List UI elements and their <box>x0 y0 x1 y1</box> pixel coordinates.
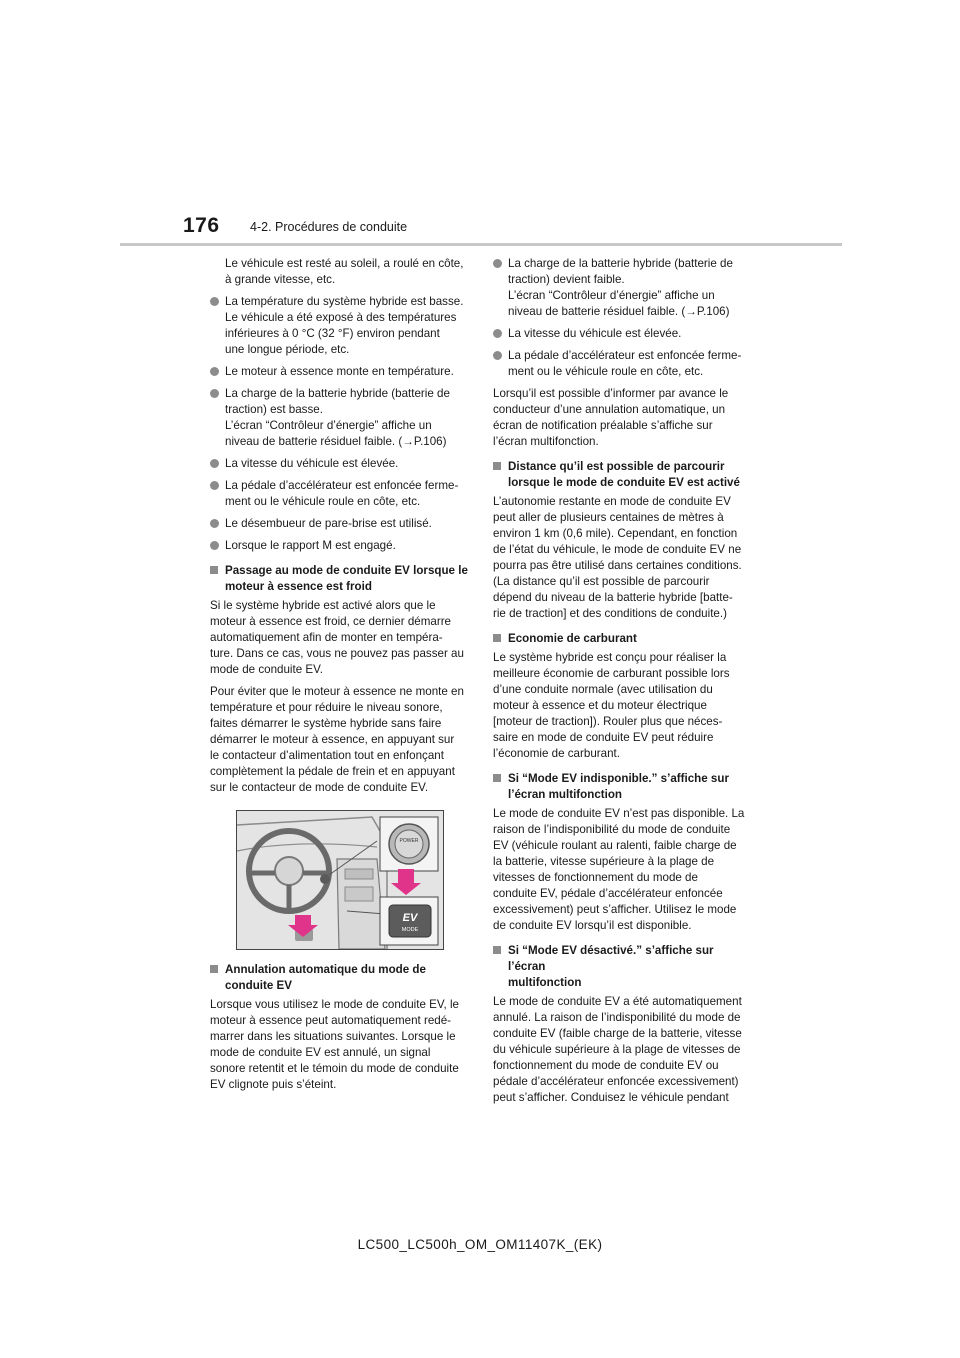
bullet-item <box>210 456 468 472</box>
text-line: démarrer le moteur à essence, en appuyant sur <box>210 733 455 746</box>
text-line: excessivement) peut s’afficher. Utilisez le mode <box>493 903 737 916</box>
text-line: faites démarrer le système hybride sans faire <box>210 717 442 730</box>
text-line: l’économie de carburant. <box>493 747 620 760</box>
text-line: La charge de la batterie hybride (batterie de <box>508 257 733 270</box>
text-line: niveau de batterie résiduel faible. (→P.106) <box>225 435 447 448</box>
text-line: écran de notification préalable s’affiche sur <box>493 419 713 432</box>
text-line: La température du système hybride est basse. <box>225 295 464 308</box>
bullet-item <box>493 326 751 342</box>
text-line: marrer dans les situations suivantes. Lorsque le <box>210 1030 456 1043</box>
bullet-item <box>493 256 751 320</box>
bullet-item <box>210 538 468 554</box>
square-bullet-icon <box>493 634 501 642</box>
text-line: sur le contacteur de mode de conduite EV. <box>210 781 429 794</box>
text-line: inférieures à 0 °C (32 °F) environ pendant <box>225 327 440 340</box>
text-line: complètement la pédale de frein et en appuyant <box>210 765 455 778</box>
subsection-heading <box>493 631 751 647</box>
subsection-heading <box>210 563 468 595</box>
text-line: moteur à essence est froid <box>225 580 372 593</box>
text-line: Pour éviter que le moteur à essence ne monte en <box>210 685 464 698</box>
text-line: l’écran multifonction. <box>493 435 599 448</box>
dashboard-illustration <box>236 810 444 950</box>
circle-bullet-icon <box>210 481 219 490</box>
page-number: 176 <box>183 214 220 237</box>
text-line: de l’état du véhicule, le mode de conduite EV ne <box>493 543 742 556</box>
text-line: Le mode de conduite EV a été automatiquement <box>493 995 742 1008</box>
text-line: mode de conduite EV. <box>210 663 324 676</box>
text-line: dépend du niveau de la batterie hybride [batte- <box>493 591 733 604</box>
text-line: La vitesse du véhicule est élevée. <box>508 327 682 340</box>
circle-bullet-icon <box>210 541 219 550</box>
text-line: peut aller de plusieurs centaines de mètres à <box>493 511 724 524</box>
text-line: Le désembueur de pare-brise est utilisé. <box>225 517 432 530</box>
text-line: (La distance qu’il est possible de parcourir <box>493 575 710 588</box>
text-line: lorsque le mode de conduite EV est activé <box>508 476 740 489</box>
text-line: moteur à essence et du moteur électrique <box>493 699 707 712</box>
text-line: La pédale d’accélérateur est enfoncée ferme- <box>225 479 459 492</box>
text-line: vitesses de fonctionnement du mode de <box>493 871 698 884</box>
text-line: Passage au mode de conduite EV lorsque le <box>225 564 468 577</box>
text-line: sonore retentit et le témoin du mode de conduite <box>210 1062 459 1075</box>
circle-bullet-icon <box>210 389 219 398</box>
text-line: mode de conduite EV est annulé, un signal <box>210 1046 431 1059</box>
text-line: EV (véhicule roulant au ralenti, faible charge de <box>493 839 737 852</box>
bullet-item <box>210 364 468 380</box>
text-line: du véhicule supérieure à la plage de vitesses de <box>493 1043 741 1056</box>
text-line: La pédale d’accélérateur est enfoncée ferme- <box>508 349 742 362</box>
text-line: La charge de la batterie hybride (batterie de <box>225 387 450 400</box>
text-line: L’écran “Contrôleur d’énergie” affiche un <box>508 289 715 302</box>
subsection-heading <box>493 459 751 491</box>
paragraph <box>493 494 751 622</box>
bullet-item <box>210 294 468 358</box>
text-line: Le véhicule a été exposé à des températures <box>225 311 457 324</box>
text-line: moteur à essence peut automatiquement redé- <box>210 1014 452 1027</box>
circle-bullet-icon <box>493 351 502 360</box>
circle-bullet-icon <box>493 259 502 268</box>
text-line: le contacteur d’alimentation tout en enfonçant <box>210 749 444 762</box>
section-header: 4-2. Procédures de conduite <box>250 220 408 234</box>
text-line: Lorsque vous utilisez le mode de conduite EV, le <box>210 998 459 1011</box>
text-line: annulé. La raison de l’indisponibilité du mode de <box>493 1011 741 1024</box>
circle-bullet-icon <box>210 297 219 306</box>
text-line: d’une conduite normale (avec utilisation du <box>493 683 713 696</box>
text-line: Le moteur à essence monte en température. <box>225 365 454 378</box>
text-line: à grande vitesse, etc. <box>225 273 336 286</box>
subsection-heading <box>493 943 751 991</box>
text-line: pourra pas être utilisé dans certaines conditions. <box>493 559 742 572</box>
square-bullet-icon <box>210 566 218 574</box>
text-line: peut s’afficher. Conduisez le véhicule pendant <box>493 1091 729 1104</box>
paragraph <box>493 806 751 934</box>
square-bullet-icon <box>210 965 218 973</box>
text-line: ment ou le véhicule roule en côte, etc. <box>508 365 704 378</box>
text-line: Economie de carburant <box>508 632 637 645</box>
paragraph <box>493 386 751 450</box>
text-line: Le système hybride est conçu pour réaliser la <box>493 651 727 664</box>
text-line: rie de traction] et des conditions de conduite.) <box>493 607 727 620</box>
text-line: Le mode de conduite EV n’est pas disponible. La <box>493 807 745 820</box>
circle-bullet-icon <box>210 459 219 468</box>
continued-text <box>210 256 468 288</box>
square-bullet-icon <box>493 774 501 782</box>
text-line: ture. Dans ce cas, vous ne pouvez pas passer au <box>210 647 464 660</box>
text-line: La vitesse du véhicule est élevée. <box>225 457 399 470</box>
subsection-heading <box>210 962 468 994</box>
text-line: température et pour réduire le niveau sonore, <box>210 701 443 714</box>
square-bullet-icon <box>493 462 501 470</box>
text-line: saire en mode de conduite EV peut réduire <box>493 731 714 744</box>
text-line: Lorsque le rapport M est engagé. <box>225 539 396 552</box>
bullet-item <box>210 516 468 532</box>
text-line: environ 1 km (0,6 mile). Cependant, en fonction <box>493 527 738 540</box>
text-line: conducteur d’une annulation automatique, un <box>493 403 726 416</box>
bullet-item <box>210 386 468 450</box>
text-line: conduite EV (faible charge de la batterie, vitesse <box>493 1027 742 1040</box>
text-line: conduite EV <box>225 979 292 992</box>
right-column <box>493 256 751 1112</box>
text-line: moteur à essence est froid, ce dernier démarre <box>210 615 452 628</box>
text-line: l’écran multifonction <box>508 788 623 801</box>
mode-label: MODE <box>401 927 419 933</box>
text-line: Si “Mode EV désactivé.” s’affiche sur l’écran <box>508 944 714 973</box>
text-line: de conduite EV lorsqu’il est disponible. <box>493 919 692 932</box>
text-line: Distance qu’il est possible de parcourir <box>508 460 725 473</box>
text-line: Annulation automatique du mode de <box>225 963 426 976</box>
text-line: traction) est basse. <box>225 403 323 416</box>
text-line: une longue période, etc. <box>225 343 350 356</box>
text-line: raison de l’indisponibilité du mode de conduite <box>493 823 731 836</box>
subsection-heading <box>493 771 751 803</box>
left-column <box>210 256 468 1099</box>
text-line: [moteur de traction]). Rouler plus que néces- <box>493 715 723 728</box>
dashboard-drawing <box>237 811 443 949</box>
bullet-item <box>493 348 751 380</box>
header-rule <box>120 243 842 246</box>
text-line: automatiquement afin de monter en tempéra- <box>210 631 443 644</box>
ev-label: EV <box>402 912 418 924</box>
text-line: multifonction <box>508 976 582 989</box>
square-bullet-icon <box>493 946 501 954</box>
text-line: niveau de batterie résiduel faible. (→P.106) <box>508 305 730 318</box>
bullet-item <box>210 478 468 510</box>
text-line: la batterie, vitesse supérieure à la plage de <box>493 855 715 868</box>
text-line: pédale d’accélérateur enfoncée excessivement) <box>493 1075 739 1088</box>
power-label: POWER <box>399 838 419 844</box>
circle-bullet-icon <box>210 519 219 528</box>
text-line: traction) devient faible. <box>508 273 625 286</box>
text-line: conduite EV, pédale d’accélérateur enfoncée <box>493 887 723 900</box>
paragraph <box>210 598 468 678</box>
text-line: ment ou le véhicule roule en côte, etc. <box>225 495 421 508</box>
paragraph <box>210 684 468 796</box>
paragraph <box>493 650 751 762</box>
text-line: Si “Mode EV indisponible.” s’affiche sur <box>508 772 729 785</box>
text-line: meilleure économie de carburant possible lors <box>493 667 730 680</box>
text-line: L’autonomie restante en mode de conduite EV <box>493 495 731 508</box>
footer-document-id: LC500_LC500h_OM_OM11407K_(EK) <box>357 1237 603 1252</box>
text-line: L’écran “Contrôleur d’énergie” affiche un <box>225 419 432 432</box>
text-line: EV clignote puis s’éteint. <box>210 1078 337 1091</box>
text-line: fonctionnement du mode de conduite EV ou <box>493 1059 719 1072</box>
text-line: Le véhicule est resté au soleil, a roulé en côte, <box>225 257 464 270</box>
circle-bullet-icon <box>493 329 502 338</box>
text-line: Lorsqu’il est possible d’informer par avance le <box>493 387 729 400</box>
text-line: Si le système hybride est activé alors que le <box>210 599 436 612</box>
circle-bullet-icon <box>210 367 219 376</box>
paragraph <box>493 994 751 1106</box>
paragraph <box>210 997 468 1093</box>
